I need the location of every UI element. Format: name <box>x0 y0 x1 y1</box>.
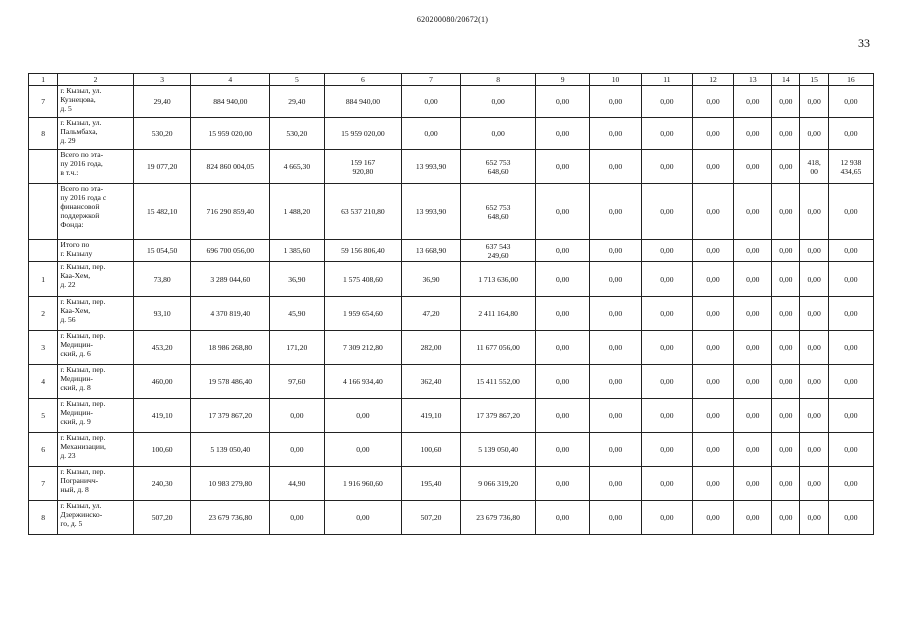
row-number-cell: 5 <box>29 399 58 433</box>
value-cell: 5 139 050,40 <box>460 433 535 467</box>
value-cell: 44,90 <box>270 467 325 501</box>
table-row <box>29 501 874 535</box>
value-cell: 0,00 <box>402 86 461 118</box>
value-cell: 0,00 <box>536 262 589 297</box>
value-cell: 100,60 <box>402 433 461 467</box>
value-cell: 0,00 <box>734 297 772 331</box>
value-cell: 0,00 <box>772 297 800 331</box>
value-cell: 0,00 <box>536 184 589 240</box>
value-cell: 0,00 <box>772 262 800 297</box>
value-cell: 507,20 <box>402 501 461 535</box>
value-cell: 824 860 004,05 <box>191 150 270 184</box>
value-cell: 159 167 920,80 <box>324 150 402 184</box>
value-cell: 45,90 <box>270 297 325 331</box>
value-cell: 0,00 <box>692 297 734 331</box>
value-cell: 530,20 <box>133 118 191 150</box>
value-cell: 0,00 <box>536 365 589 399</box>
column-header: 4 <box>191 74 270 86</box>
row-number-cell: 3 <box>29 331 58 365</box>
value-cell: 171,20 <box>270 331 325 365</box>
address-cell: Всего по эта- пу 2016 года, в т.ч.: <box>58 150 133 184</box>
value-cell: 0,00 <box>772 240 800 262</box>
value-cell: 15 411 552,00 <box>460 365 535 399</box>
row-number-cell <box>29 184 58 240</box>
value-cell: 1 959 654,60 <box>324 297 402 331</box>
value-cell: 0,00 <box>460 118 535 150</box>
column-header: 5 <box>270 74 325 86</box>
value-cell: 0,00 <box>828 184 873 240</box>
value-cell: 0,00 <box>589 365 641 399</box>
column-header: 14 <box>772 74 800 86</box>
value-cell: 0,00 <box>692 399 734 433</box>
value-cell: 0,00 <box>642 365 692 399</box>
table-row <box>29 331 874 365</box>
value-cell: 5 139 050,40 <box>191 433 270 467</box>
value-cell: 4 166 934,40 <box>324 365 402 399</box>
value-cell: 0,00 <box>692 86 734 118</box>
column-header: 2 <box>58 74 133 86</box>
address-cell: г. Кызыл, пер. Механизации, д. 23 <box>58 433 133 467</box>
value-cell: 0,00 <box>734 365 772 399</box>
table-row <box>29 467 874 501</box>
value-cell: 0,00 <box>828 262 873 297</box>
row-number-cell: 8 <box>29 501 58 535</box>
value-cell: 637 543 249,60 <box>460 240 535 262</box>
value-cell: 884 940,00 <box>191 86 270 118</box>
value-cell: 36,90 <box>270 262 325 297</box>
value-cell: 0,00 <box>828 297 873 331</box>
row-number-cell: 1 <box>29 262 58 297</box>
value-cell: 716 290 859,40 <box>191 184 270 240</box>
value-cell: 453,20 <box>133 331 191 365</box>
value-cell: 4 665,30 <box>270 150 325 184</box>
value-cell: 0,00 <box>536 331 589 365</box>
value-cell: 7 309 212,80 <box>324 331 402 365</box>
row-number-cell: 8 <box>29 118 58 150</box>
value-cell: 15 959 020,00 <box>191 118 270 150</box>
value-cell: 0,00 <box>772 433 800 467</box>
value-cell: 0,00 <box>692 433 734 467</box>
value-cell: 0,00 <box>734 467 772 501</box>
value-cell: 0,00 <box>589 240 641 262</box>
value-cell: 460,00 <box>133 365 191 399</box>
address-cell: г. Кызыл, ул. Дзержинско- го, д. 5 <box>58 501 133 535</box>
value-cell: 0,00 <box>772 399 800 433</box>
value-cell: 0,00 <box>536 118 589 150</box>
table-row <box>29 365 874 399</box>
value-cell: 0,00 <box>800 365 828 399</box>
value-cell: 0,00 <box>270 399 325 433</box>
value-cell: 23 679 736,80 <box>460 501 535 535</box>
value-cell: 0,00 <box>692 150 734 184</box>
value-cell: 12 938 434,65 <box>828 150 873 184</box>
value-cell: 0,00 <box>692 467 734 501</box>
column-header: 10 <box>589 74 641 86</box>
value-cell: 0,00 <box>800 331 828 365</box>
column-header: 12 <box>692 74 734 86</box>
value-cell: 0,00 <box>828 118 873 150</box>
address-cell: г. Кызыл, ул. Пальмбаха, д. 29 <box>58 118 133 150</box>
value-cell: 0,00 <box>589 150 641 184</box>
document-id: 620200080/20672(1) <box>416 15 489 24</box>
value-cell: 0,00 <box>642 331 692 365</box>
address-cell: Итого по г. Кызылу <box>58 240 133 262</box>
value-cell: 0,00 <box>800 433 828 467</box>
value-cell: 0,00 <box>734 86 772 118</box>
value-cell: 1 385,60 <box>270 240 325 262</box>
value-cell: 0,00 <box>828 365 873 399</box>
value-cell: 419,10 <box>133 399 191 433</box>
value-cell: 0,00 <box>692 262 734 297</box>
value-cell: 63 537 210,80 <box>324 184 402 240</box>
value-cell: 0,00 <box>772 331 800 365</box>
table-header-row <box>29 74 874 86</box>
value-cell: 0,00 <box>402 118 461 150</box>
value-cell: 93,10 <box>133 297 191 331</box>
address-cell: г. Кызыл, пер. Каа-Хем, д. 56 <box>58 297 133 331</box>
table-row <box>29 399 874 433</box>
value-cell: 0,00 <box>642 262 692 297</box>
value-cell: 0,00 <box>536 86 589 118</box>
value-cell: 0,00 <box>692 501 734 535</box>
value-cell: 0,00 <box>772 467 800 501</box>
value-cell: 652 753 648,60 <box>460 150 535 184</box>
value-cell: 0,00 <box>772 118 800 150</box>
value-cell: 19 578 486,40 <box>191 365 270 399</box>
value-cell: 0,00 <box>642 467 692 501</box>
value-cell: 0,00 <box>642 399 692 433</box>
value-cell: 11 677 056,00 <box>460 331 535 365</box>
address-cell: г. Кызыл, ул. Кузнецова, д. 5 <box>58 86 133 118</box>
column-header: 16 <box>828 74 873 86</box>
value-cell: 240,30 <box>133 467 191 501</box>
value-cell: 418, 00 <box>800 150 828 184</box>
table-row <box>29 297 874 331</box>
value-cell: 97,60 <box>270 365 325 399</box>
address-cell: г. Кызыл, пер. Каа-Хем, д. 22 <box>58 262 133 297</box>
value-cell: 23 679 736,80 <box>191 501 270 535</box>
column-header: 9 <box>536 74 589 86</box>
value-cell: 0,00 <box>589 118 641 150</box>
value-cell: 884 940,00 <box>324 86 402 118</box>
value-cell: 0,00 <box>800 184 828 240</box>
row-number-cell: 7 <box>29 86 58 118</box>
value-cell: 0,00 <box>536 150 589 184</box>
value-cell: 0,00 <box>692 118 734 150</box>
value-cell: 0,00 <box>536 399 589 433</box>
value-cell: 29,40 <box>270 86 325 118</box>
value-cell: 362,40 <box>402 365 461 399</box>
address-cell: г. Кызыл, пер. Пограничч- ный, д. 8 <box>58 467 133 501</box>
value-cell: 0,00 <box>692 240 734 262</box>
value-cell: 1 488,20 <box>270 184 325 240</box>
address-cell: Всего по эта- пу 2016 года с финансовой поддержкой Фонда: <box>58 184 133 240</box>
value-cell: 0,00 <box>270 433 325 467</box>
row-number-cell: 4 <box>29 365 58 399</box>
data-table <box>28 73 874 535</box>
value-cell: 0,00 <box>589 86 641 118</box>
value-cell: 0,00 <box>828 331 873 365</box>
value-cell: 13 993,90 <box>402 150 461 184</box>
value-cell: 0,00 <box>536 501 589 535</box>
value-cell: 0,00 <box>772 150 800 184</box>
value-cell: 15 482,10 <box>133 184 191 240</box>
value-cell: 0,00 <box>642 86 692 118</box>
value-cell: 0,00 <box>589 501 641 535</box>
value-cell: 0,00 <box>589 331 641 365</box>
value-cell: 18 986 268,80 <box>191 331 270 365</box>
value-cell: 0,00 <box>642 150 692 184</box>
table-row <box>29 184 874 240</box>
value-cell: 17 379 867,20 <box>191 399 270 433</box>
table-row <box>29 262 874 297</box>
value-cell: 0,00 <box>642 240 692 262</box>
value-cell: 0,00 <box>734 184 772 240</box>
value-cell: 15 959 020,00 <box>324 118 402 150</box>
value-cell: 530,20 <box>270 118 325 150</box>
value-cell: 507,20 <box>133 501 191 535</box>
value-cell: 0,00 <box>589 184 641 240</box>
value-cell: 0,00 <box>324 501 402 535</box>
value-cell: 0,00 <box>692 365 734 399</box>
value-cell: 1 575 408,60 <box>324 262 402 297</box>
value-cell: 0,00 <box>800 399 828 433</box>
value-cell: 1 916 960,60 <box>324 467 402 501</box>
column-header: 13 <box>734 74 772 86</box>
value-cell: 0,00 <box>270 501 325 535</box>
value-cell: 696 700 056,00 <box>191 240 270 262</box>
table-row <box>29 433 874 467</box>
value-cell: 0,00 <box>692 331 734 365</box>
value-cell: 3 289 044,60 <box>191 262 270 297</box>
value-cell: 0,00 <box>734 501 772 535</box>
value-cell: 0,00 <box>772 501 800 535</box>
value-cell: 0,00 <box>589 297 641 331</box>
table-row <box>29 150 874 184</box>
address-cell: г. Кызыл, пер. Медицин- ский, д. 8 <box>58 365 133 399</box>
value-cell: 0,00 <box>734 262 772 297</box>
value-cell: 0,00 <box>642 184 692 240</box>
value-cell: 282,00 <box>402 331 461 365</box>
row-number-cell <box>29 150 58 184</box>
value-cell: 0,00 <box>800 262 828 297</box>
value-cell: 0,00 <box>589 467 641 501</box>
address-cell: г. Кызыл, пер. Медицин- ский, д. 9 <box>58 399 133 433</box>
page-number: 33 <box>858 36 870 50</box>
value-cell: 9 066 319,20 <box>460 467 535 501</box>
value-cell: 0,00 <box>460 86 535 118</box>
row-number-cell: 6 <box>29 433 58 467</box>
value-cell: 0,00 <box>536 433 589 467</box>
value-cell: 0,00 <box>536 467 589 501</box>
column-header: 3 <box>133 74 191 86</box>
value-cell: 0,00 <box>828 501 873 535</box>
value-cell: 0,00 <box>734 118 772 150</box>
value-cell: 15 054,50 <box>133 240 191 262</box>
value-cell: 0,00 <box>589 433 641 467</box>
value-cell: 0,00 <box>642 433 692 467</box>
value-cell: 0,00 <box>772 184 800 240</box>
value-cell: 0,00 <box>324 399 402 433</box>
value-cell: 0,00 <box>772 365 800 399</box>
value-cell: 0,00 <box>734 240 772 262</box>
value-cell: 195,40 <box>402 467 461 501</box>
value-cell: 13 668,90 <box>402 240 461 262</box>
value-cell: 0,00 <box>642 118 692 150</box>
value-cell: 0,00 <box>800 118 828 150</box>
table-row <box>29 240 874 262</box>
value-cell: 1 713 636,00 <box>460 262 535 297</box>
column-header: 15 <box>800 74 828 86</box>
value-cell: 0,00 <box>828 467 873 501</box>
value-cell: 0,00 <box>800 240 828 262</box>
column-header: 11 <box>642 74 692 86</box>
value-cell: 0,00 <box>536 297 589 331</box>
value-cell: 2 411 164,80 <box>460 297 535 331</box>
value-cell: 652 753 648,60 <box>460 184 535 240</box>
value-cell: 4 370 819,40 <box>191 297 270 331</box>
row-number-cell <box>29 240 58 262</box>
value-cell: 17 379 867,20 <box>460 399 535 433</box>
value-cell: 73,80 <box>133 262 191 297</box>
value-cell: 36,90 <box>402 262 461 297</box>
value-cell: 13 993,90 <box>402 184 461 240</box>
value-cell: 0,00 <box>734 399 772 433</box>
value-cell: 100,60 <box>133 433 191 467</box>
table-row <box>29 118 874 150</box>
value-cell: 0,00 <box>642 297 692 331</box>
table-row <box>29 86 874 118</box>
value-cell: 0,00 <box>692 184 734 240</box>
value-cell: 0,00 <box>800 86 828 118</box>
value-cell: 0,00 <box>800 501 828 535</box>
value-cell: 47,20 <box>402 297 461 331</box>
value-cell: 0,00 <box>772 86 800 118</box>
value-cell: 0,00 <box>828 433 873 467</box>
value-cell: 0,00 <box>828 240 873 262</box>
value-cell: 59 156 806,40 <box>324 240 402 262</box>
value-cell: 0,00 <box>734 331 772 365</box>
column-header: 8 <box>460 74 535 86</box>
column-header: 1 <box>29 74 58 86</box>
value-cell: 0,00 <box>324 433 402 467</box>
value-cell: 10 983 279,80 <box>191 467 270 501</box>
value-cell: 29,40 <box>133 86 191 118</box>
row-number-cell: 7 <box>29 467 58 501</box>
value-cell: 0,00 <box>800 297 828 331</box>
value-cell: 0,00 <box>734 433 772 467</box>
column-header: 6 <box>324 74 402 86</box>
value-cell: 0,00 <box>828 399 873 433</box>
value-cell: 419,10 <box>402 399 461 433</box>
value-cell: 0,00 <box>589 262 641 297</box>
column-header: 7 <box>402 74 461 86</box>
row-number-cell: 2 <box>29 297 58 331</box>
value-cell: 19 077,20 <box>133 150 191 184</box>
address-cell: г. Кызыл, пер. Медицин- ский, д. 6 <box>58 331 133 365</box>
value-cell: 0,00 <box>589 399 641 433</box>
value-cell: 0,00 <box>800 467 828 501</box>
value-cell: 0,00 <box>734 150 772 184</box>
value-cell: 0,00 <box>642 501 692 535</box>
value-cell: 0,00 <box>536 240 589 262</box>
value-cell: 0,00 <box>828 86 873 118</box>
